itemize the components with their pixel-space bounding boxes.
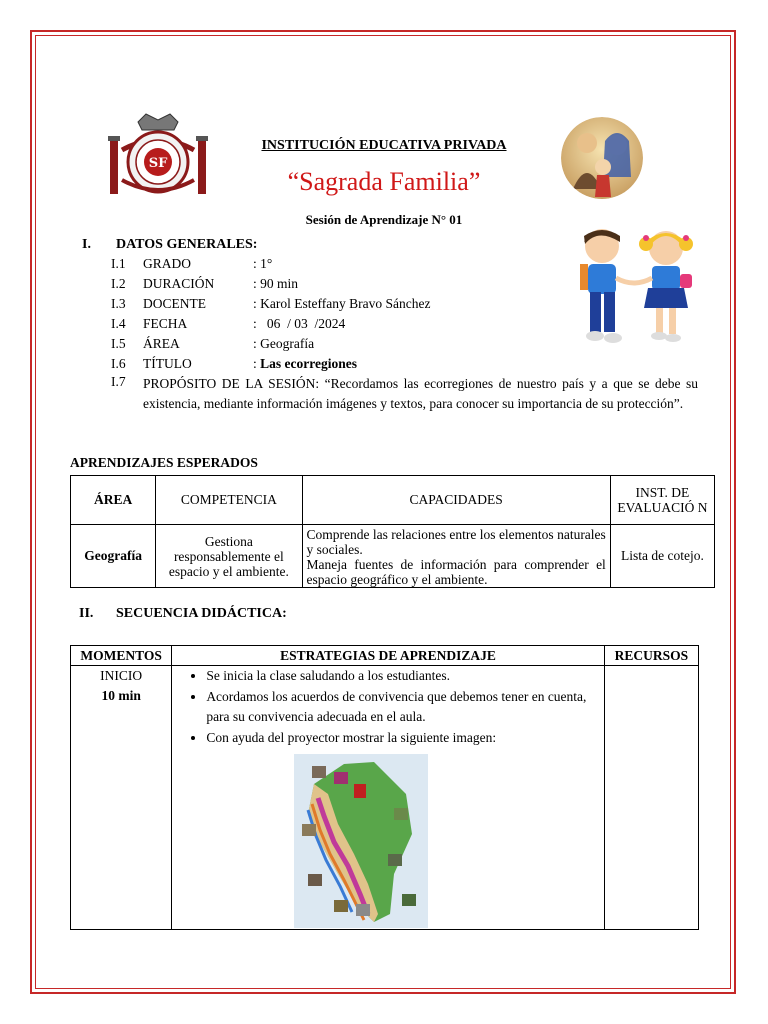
expected-learning-table [70, 475, 715, 588]
capacidad-1: Comprende las relaciones entre los elementos naturales y sociales. [306, 527, 606, 557]
table-header-row [71, 476, 715, 525]
lesson-title: Las ecorregiones [260, 356, 357, 371]
list-item: • Con ayuda del proyector mostrar la siguiente imagen: [206, 728, 599, 749]
moment-duration: 10 min [101, 688, 141, 703]
data-row-grado [111, 256, 561, 276]
cell-moment [71, 666, 172, 930]
data-label: ÁREA [143, 336, 180, 351]
data-value: : Karol Esteffany Bravo Sánchez [253, 296, 431, 311]
cell-capacidades [302, 525, 610, 588]
header-recursos: RECURSOS [604, 646, 698, 666]
data-value: : Geografía [253, 336, 315, 351]
data-label: DOCENTE [143, 296, 206, 311]
strategy-list [176, 666, 599, 748]
section2-number: II. [79, 606, 94, 621]
data-num: I.3 [111, 296, 126, 311]
section1-number: I. [82, 237, 91, 252]
school-name-title: “Sagrada Familia” [287, 167, 481, 196]
data-value: : 1° [253, 256, 273, 271]
table-header-row [71, 646, 699, 666]
moment-name: INICIO [100, 668, 143, 683]
data-num: I.5 [111, 336, 126, 351]
list-item: • Acordamos los acuerdos de convivencia que debemos tener en cuenta, para su convivencia adecuada en el aula. [206, 687, 599, 728]
children-illustration [568, 226, 704, 352]
header-momentos: MOMENTOS [71, 646, 172, 666]
data-row-area [111, 336, 561, 356]
data-num: I.6 [111, 356, 126, 371]
data-label: TÍTULO [143, 356, 192, 371]
list-item: • Se inicia la clase saludando a los estudiantes. [206, 666, 599, 687]
institution-heading: INSTITUCIÓN EDUCATIVA PRIVADA [261, 138, 507, 153]
cell-instrumento: Lista de cotejo. [610, 525, 714, 588]
data-row-fecha [111, 316, 561, 336]
section1-title: DATOS GENERALES: [116, 237, 258, 252]
data-value-prefix: : [253, 356, 261, 371]
expected-learning-title: APRENDIZAJES ESPERADOS [70, 455, 258, 470]
data-row-duracion [111, 276, 561, 296]
data-label: FECHA [143, 316, 188, 331]
data-num: I.4 [111, 316, 126, 331]
header-area: ÁREA [71, 476, 156, 525]
purpose-text: PROPÓSITO DE LA SESIÓN: “Recordamos las ecorregiones de nuestro país y a que se debe su existencia, mediante información imágenes y textos, para conocer su importancia de su protección”. [143, 376, 698, 411]
crest-letters: SF [148, 156, 168, 171]
cell-strategies [172, 666, 604, 930]
table-row [71, 525, 715, 588]
cell-resources [604, 666, 698, 930]
data-value: : 06 / 03 /2024 [253, 316, 346, 331]
header-competencia: COMPETENCIA [156, 476, 302, 525]
cell-area: Geografía [71, 525, 156, 588]
header-capacidades: CAPACIDADES [302, 476, 610, 525]
header-instrumento: INST. DE EVALUACIÓ N [610, 476, 714, 525]
capacidad-2: Maneja fuentes de información para comprender el espacio geográfico y el ambiente. [306, 557, 606, 587]
data-num: I.2 [111, 276, 126, 291]
purpose-num: I.7 [111, 374, 126, 389]
session-title: Sesión de Aprendizaje N° 01 [305, 212, 463, 227]
data-num: I.1 [111, 256, 126, 271]
data-value: : 90 min [253, 276, 299, 291]
ecoregions-map-image [294, 754, 428, 928]
header-estrategias: ESTRATEGIAS DE APRENDIZAJE [172, 646, 604, 666]
section2-title: SECUENCIA DIDÁCTICA: [116, 606, 287, 621]
general-data-list [111, 256, 561, 376]
table-row [71, 666, 699, 930]
data-label: GRADO [143, 256, 192, 271]
cell-competencia: Gestiona responsablemente el espacio y el ambiente. [156, 525, 302, 588]
didactic-sequence-table [70, 645, 699, 930]
data-row-titulo [111, 356, 561, 376]
data-value [253, 356, 357, 372]
data-label: DURACIÓN [143, 276, 215, 291]
data-row-docente [111, 296, 561, 316]
